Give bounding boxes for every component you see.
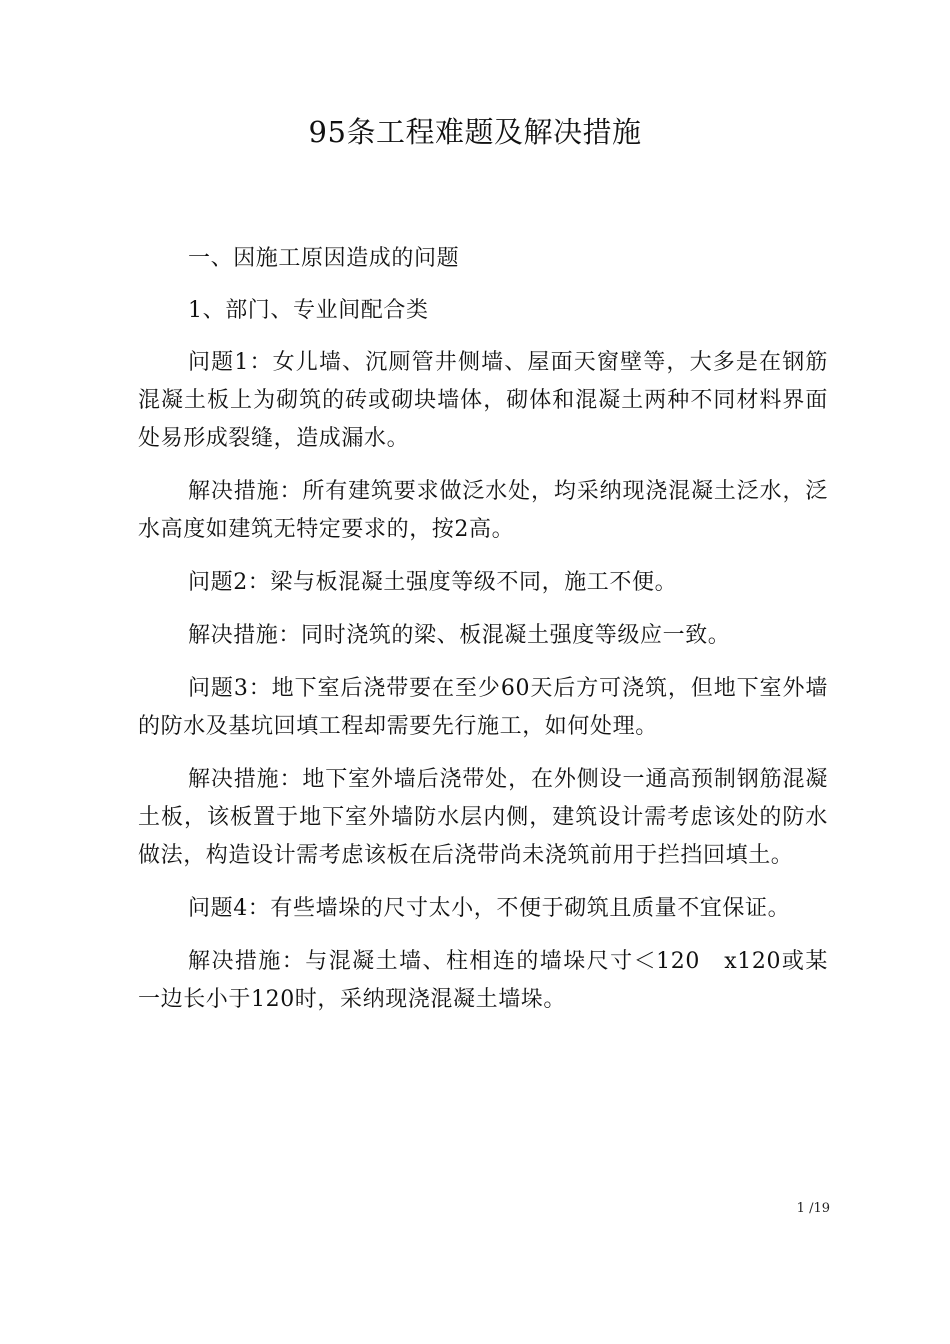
solution-2-paragraph: 解决措施：同时浇筑的梁、板混凝土强度等级应一致。 <box>188 623 731 648</box>
document-title: 95条工程难题及解决措施 <box>308 115 642 149</box>
section-heading: 一、因施工原因造成的问题 <box>188 246 460 271</box>
solution-3-paragraph: 解决措施：地下室外墙后浇带处，在外侧设一通高预制钢筋混凝土板，该板置于地下室外墙防水层内侧，建筑设计需考虑该处的防水做法，构造设计需考虑该板在后浇带尚未浇筑前用于拦挡回填土。 <box>138 767 828 868</box>
solution-4-paragraph: 解决措施：与混凝土墙、柱相连的墙垛尺寸＜120 x120或某一边长小于120时，采纳现浇混凝土墙垛。 <box>138 949 828 1012</box>
page-number: 1 /19 <box>796 1201 830 1216</box>
problem-4-paragraph: 问题4：有些墙垛的尺寸太小，不便于砌筑且质量不宜保证。 <box>188 896 791 921</box>
problem-2-paragraph: 问题2：梁与板混凝土强度等级不同，施工不便。 <box>188 570 678 595</box>
problem-1-paragraph: 问题1：女儿墙、沉厕管井侧墙、屋面天窗壁等，大多是在钢筋混凝土板上为砌筑的砖或砌块墙体，砌体和混凝土两种不同材料界面处易形成裂缝，造成漏水。 <box>138 350 828 451</box>
solution-1-paragraph: 解决措施：所有建筑要求做泛水处，均采纳现浇混凝土泛水，泛水高度如建筑无特定要求的，按2高。 <box>138 479 828 542</box>
subsection-heading: 1、部门、专业间配合类 <box>188 298 429 323</box>
document-body <box>138 240 828 1034</box>
problem-3-paragraph: 问题3：地下室后浇带要在至少60天后方可浇筑，但地下室外墙的防水及基坑回填工程却需要先行施工，如何处理。 <box>138 676 828 739</box>
